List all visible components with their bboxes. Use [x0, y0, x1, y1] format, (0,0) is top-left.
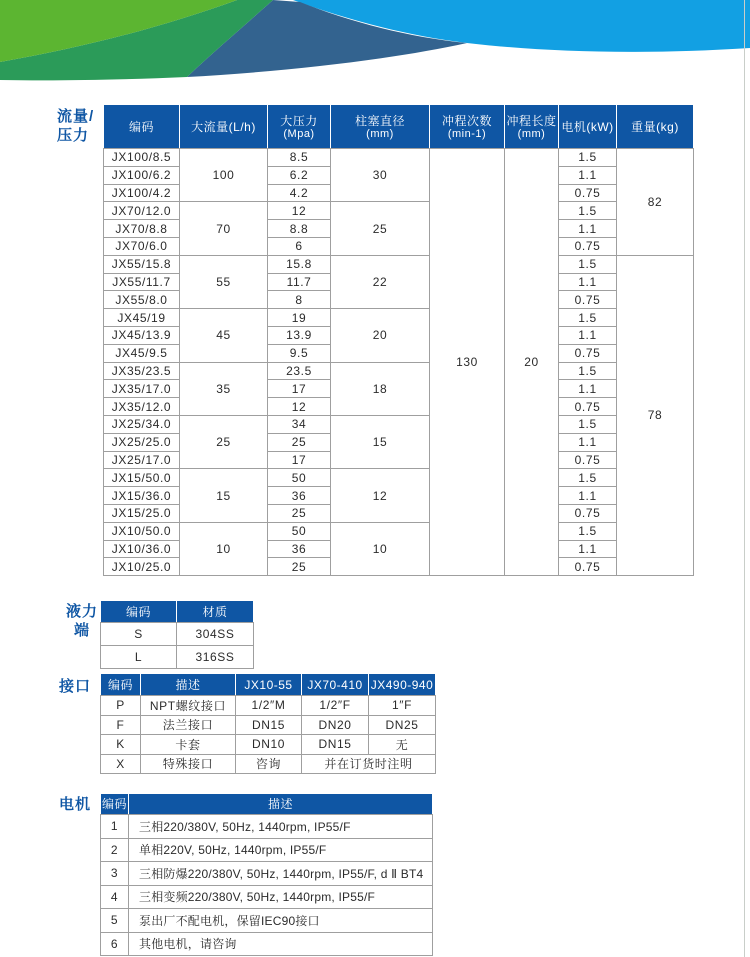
cell-motor: 1.5: [559, 255, 617, 273]
cell-pressure: 11.7: [268, 273, 331, 291]
cell-motor: 1.5: [559, 309, 617, 327]
table-cell: DN20: [302, 715, 369, 735]
cell-code: JX10/50.0: [104, 522, 180, 540]
hydraulic-end-table: [100, 600, 254, 669]
table-cell: 1/2″M: [236, 696, 302, 716]
section-label-hydraulic-end: [62, 602, 102, 640]
cell-motor: 0.75: [559, 237, 617, 255]
section-label-line: 电机: [59, 796, 92, 813]
table-row: [101, 623, 254, 646]
flow-pressure-table-grid: [103, 104, 694, 576]
table-cell: 法兰接口: [141, 715, 236, 735]
table-cell: 泵出厂不配电机，保留IEC90接口: [129, 909, 433, 933]
table-cell: 1/2″F: [302, 696, 369, 716]
cell-motor: 1.5: [559, 202, 617, 220]
header-row: [101, 601, 254, 623]
cell-pressure: 25: [268, 558, 331, 576]
cell-pressure: 23.5: [268, 362, 331, 380]
motor-table-grid: [100, 793, 433, 956]
table-row: [101, 815, 433, 839]
cell-motor: 0.75: [559, 291, 617, 309]
cell-motor: 1.1: [559, 540, 617, 558]
cell-plunger-diameter: 20: [331, 309, 430, 362]
table-row: [104, 309, 694, 327]
cell-flow: 55: [180, 255, 268, 308]
col-header-plunger-diameter: [331, 105, 430, 149]
cell-pressure: 17: [268, 451, 331, 469]
cell-pressure: 17: [268, 380, 331, 398]
cell-plunger-diameter: 30: [331, 149, 430, 202]
cell-pressure: 6.2: [268, 166, 331, 184]
cell-weight: 82: [617, 149, 694, 256]
cell-code: JX15/50.0: [104, 469, 180, 487]
table-cell: 特殊接口: [141, 754, 236, 774]
column-header: 编码: [101, 794, 129, 815]
table-cell: 5: [101, 909, 129, 933]
cell-motor: 1.5: [559, 469, 617, 487]
cell-pressure: 15.8: [268, 255, 331, 273]
table-cell: DN25: [369, 715, 436, 735]
table-cell: 1″F: [369, 696, 436, 716]
cell-code: JX35/23.5: [104, 362, 180, 380]
col-header-pressure: [268, 105, 331, 149]
cell-motor: 1.1: [559, 487, 617, 505]
table-cell: 三相变频220/380V, 50Hz, 1440rpm, IP55/F: [129, 885, 433, 909]
col-header-sublabel: (min-1): [447, 127, 487, 140]
column-header: 材质: [177, 601, 254, 623]
table-cell: S: [101, 623, 177, 646]
table-cell: 并在订货时注明: [302, 754, 436, 774]
col-header-stroke-rate: [430, 105, 505, 149]
cell-pressure: 8.8: [268, 220, 331, 238]
cell-motor: 0.75: [559, 451, 617, 469]
section-label-line: 端: [73, 622, 90, 639]
cell-plunger-diameter: 22: [331, 255, 430, 308]
cell-motor: 0.75: [559, 184, 617, 202]
column-header: 编码: [101, 674, 141, 696]
cell-pressure: 13.9: [268, 326, 331, 344]
table-cell: 无: [369, 735, 436, 755]
header-row: [101, 794, 433, 815]
table-cell: 其他电机，请咨询: [129, 932, 433, 956]
table-cell: 咨询: [236, 754, 302, 774]
col-header-code: [104, 105, 180, 149]
table-row: [104, 469, 694, 487]
cell-code: JX45/13.9: [104, 326, 180, 344]
cell-plunger-diameter: 15: [331, 415, 430, 468]
col-header-label: 编码: [128, 119, 154, 134]
header-row: [101, 674, 436, 696]
cell-flow: 100: [180, 149, 268, 202]
table-cell: 316SS: [177, 646, 254, 669]
column-header: JX490-940: [369, 674, 436, 696]
cell-motor: 1.5: [559, 149, 617, 167]
cell-flow: 45: [180, 309, 268, 362]
table-cell: P: [101, 696, 141, 716]
cell-flow: 70: [180, 202, 268, 255]
cell-code: JX45/19: [104, 309, 180, 327]
cell-motor: 1.1: [559, 220, 617, 238]
interface-table-grid: [100, 673, 436, 774]
table-cell: 2: [101, 838, 129, 862]
table-cell: K: [101, 735, 141, 755]
banner-graphic: [0, 0, 750, 95]
table-row: [104, 149, 694, 167]
table-row: [101, 909, 433, 933]
cell-stroke-length: 20: [505, 149, 559, 576]
cell-flow: 25: [180, 415, 268, 468]
cell-plunger-diameter: 25: [331, 202, 430, 255]
cell-code: JX100/4.2: [104, 184, 180, 202]
column-header: JX70-410: [302, 674, 369, 696]
cell-motor: 1.5: [559, 415, 617, 433]
cell-code: JX45/9.5: [104, 344, 180, 362]
col-header-sublabel: (mm): [366, 127, 394, 140]
cell-plunger-diameter: 18: [331, 362, 430, 415]
cell-code: JX55/15.8: [104, 255, 180, 273]
col-header-weight: [617, 105, 694, 149]
table-cell: NPT螺纹接口: [141, 696, 236, 716]
cell-code: JX70/8.8: [104, 220, 180, 238]
cell-pressure: 36: [268, 487, 331, 505]
table-cell: 卡套: [141, 735, 236, 755]
cell-code: JX70/6.0: [104, 237, 180, 255]
cell-motor: 1.5: [559, 362, 617, 380]
cell-code: JX15/25.0: [104, 504, 180, 522]
table-cell: L: [101, 646, 177, 669]
cell-pressure: 6: [268, 237, 331, 255]
col-header-label: 大压力: [280, 113, 318, 128]
cell-motor: 0.75: [559, 398, 617, 416]
col-header-motor: [559, 105, 617, 149]
table-row: [104, 202, 694, 220]
section-label-flow-pressure: [57, 107, 103, 145]
table-row: [101, 838, 433, 862]
cell-pressure: 50: [268, 469, 331, 487]
cell-pressure: 8.5: [268, 149, 331, 167]
cell-code: JX25/25.0: [104, 433, 180, 451]
col-header-label: 大流量(L/h): [191, 119, 256, 134]
column-header: 编码: [101, 601, 177, 623]
cell-motor: 1.1: [559, 326, 617, 344]
cell-code: JX25/34.0: [104, 415, 180, 433]
table-row: [104, 255, 694, 273]
flow-pressure-table: [103, 104, 694, 576]
column-header: 描述: [129, 794, 433, 815]
col-header-label: 重量(kg): [631, 119, 679, 134]
table-row: [101, 696, 436, 716]
table-row: [101, 715, 436, 735]
section-label-motor: [59, 795, 91, 814]
cell-pressure: 4.2: [268, 184, 331, 202]
table-row: [104, 522, 694, 540]
section-label-line: 液力: [65, 603, 98, 620]
table-cell: 3: [101, 862, 129, 886]
cell-code: JX15/36.0: [104, 487, 180, 505]
cell-motor: 0.75: [559, 558, 617, 576]
table-row: [101, 646, 254, 669]
section-label-interface: [59, 677, 91, 696]
col-header-label: 电机(kW): [561, 119, 614, 134]
cell-code: JX35/12.0: [104, 398, 180, 416]
table-row: [101, 735, 436, 755]
cell-pressure: 12: [268, 202, 331, 220]
header-row: [104, 105, 694, 149]
table-cell: 4: [101, 885, 129, 909]
table-cell: DN15: [236, 715, 302, 735]
cell-motor: 1.1: [559, 433, 617, 451]
cell-code: JX35/17.0: [104, 380, 180, 398]
table-cell: 6: [101, 932, 129, 956]
cell-motor: 1.5: [559, 522, 617, 540]
cell-motor: 1.1: [559, 273, 617, 291]
col-header-flow: [180, 105, 268, 149]
table-cell: 三相防爆220/380V, 50Hz, 1440rpm, IP55/F, d Ⅱ BT4: [129, 862, 433, 886]
cell-pressure: 19: [268, 309, 331, 327]
cell-plunger-diameter: 10: [331, 522, 430, 575]
column-header: JX10-55: [236, 674, 302, 696]
cell-pressure: 8: [268, 291, 331, 309]
cell-flow: 10: [180, 522, 268, 575]
cell-weight: 78: [617, 255, 694, 575]
cell-motor: 1.1: [559, 166, 617, 184]
table-cell: F: [101, 715, 141, 735]
cell-stroke-rate: 130: [430, 149, 505, 576]
table-cell: 304SS: [177, 623, 254, 646]
cell-pressure: 12: [268, 398, 331, 416]
motor-table: [100, 793, 433, 956]
cell-pressure: 50: [268, 522, 331, 540]
table-cell: DN10: [236, 735, 302, 755]
column-header: 描述: [141, 674, 236, 696]
table-row: [101, 885, 433, 909]
page-edge-line: [744, 0, 745, 957]
cell-code: JX55/11.7: [104, 273, 180, 291]
table-cell: 三相220/380V, 50Hz, 1440rpm, IP55/F: [129, 815, 433, 839]
interface-table: [100, 673, 436, 774]
col-header-stroke-length: [505, 105, 559, 149]
cell-pressure: 36: [268, 540, 331, 558]
cell-code: JX25/17.0: [104, 451, 180, 469]
section-label-line: 流量/: [57, 108, 95, 125]
hydraulic-table-grid: [100, 600, 254, 669]
cell-motor: 0.75: [559, 344, 617, 362]
cell-pressure: 9.5: [268, 344, 331, 362]
cell-plunger-diameter: 12: [331, 469, 430, 522]
col-header-label: 冲程长度: [506, 113, 557, 128]
cell-flow: 15: [180, 469, 268, 522]
table-row: [104, 415, 694, 433]
col-header-sublabel: (mm): [517, 127, 546, 140]
col-header-label: 冲程次数: [441, 113, 492, 128]
table-row: [104, 362, 694, 380]
table-row: [101, 932, 433, 956]
cell-flow: 35: [180, 362, 268, 415]
section-label-line: 压力: [57, 127, 90, 144]
cell-code: JX10/36.0: [104, 540, 180, 558]
table-cell: X: [101, 754, 141, 774]
table-cell: 单相220V, 50Hz, 1440rpm, IP55/F: [129, 838, 433, 862]
table-cell: DN15: [302, 735, 369, 755]
cell-pressure: 25: [268, 504, 331, 522]
table-row: [101, 754, 436, 774]
cell-code: JX70/12.0: [104, 202, 180, 220]
cell-motor: 1.1: [559, 380, 617, 398]
cell-code: JX100/8.5: [104, 149, 180, 167]
cell-motor: 0.75: [559, 504, 617, 522]
cell-code: JX10/25.0: [104, 558, 180, 576]
cell-code: JX55/8.0: [104, 291, 180, 309]
table-cell: 1: [101, 815, 129, 839]
table-row: [101, 862, 433, 886]
col-header-sublabel: (Mpa): [283, 127, 315, 140]
cell-pressure: 25: [268, 433, 331, 451]
section-label-line: 接口: [59, 678, 92, 695]
cell-code: JX100/6.2: [104, 166, 180, 184]
col-header-label: 柱塞直径: [354, 113, 405, 128]
cell-pressure: 34: [268, 415, 331, 433]
